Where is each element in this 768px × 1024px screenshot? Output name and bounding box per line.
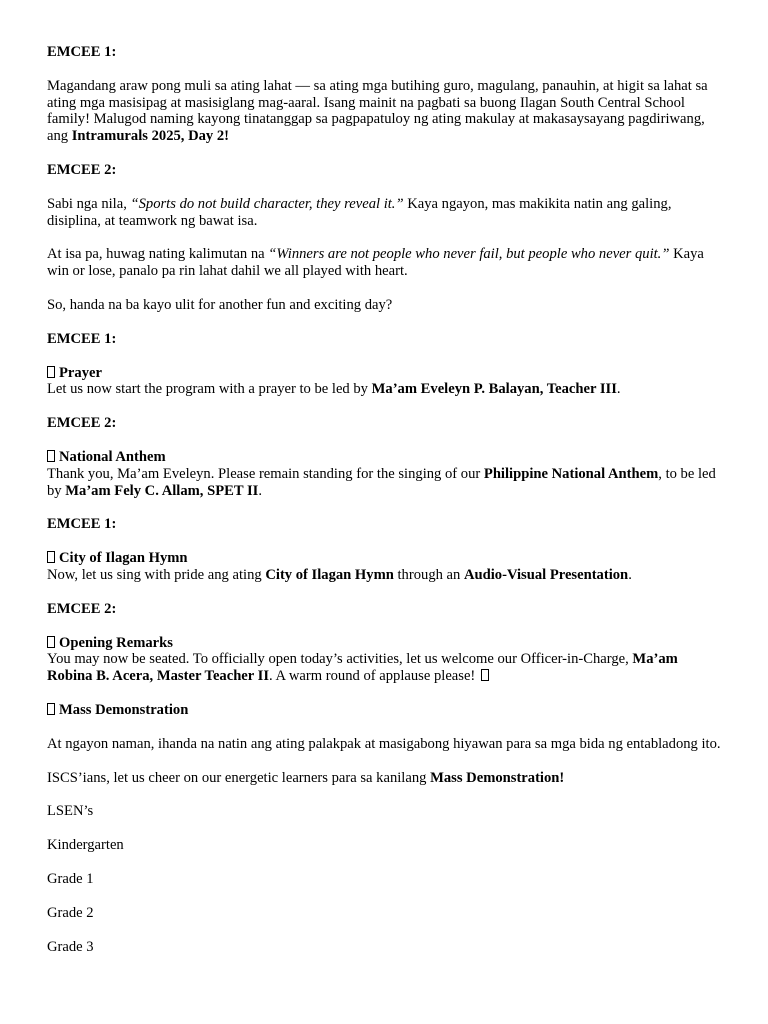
list-item: Kindergarten bbox=[47, 837, 124, 854]
hymn-section bbox=[47, 550, 722, 584]
list-item: Grade 1 bbox=[47, 870, 94, 887]
mass-demo-heading bbox=[47, 702, 722, 719]
anthem-leader: Ma’am Fely C. Allam, SPET II bbox=[65, 482, 259, 499]
prayer-title: Prayer bbox=[59, 364, 102, 381]
sports-quote-intro: Sabi nga nila, bbox=[47, 195, 131, 212]
list-item: Grade 2 bbox=[47, 904, 94, 921]
opening-remarks-title: Opening Remarks bbox=[59, 634, 173, 651]
anthem-section bbox=[47, 449, 722, 499]
emcee-2-heading: EMCEE 2: bbox=[47, 415, 117, 432]
missing-glyph-icon bbox=[47, 703, 55, 715]
intramurals-title: Intramurals 2025, Day 2! bbox=[71, 128, 230, 145]
missing-glyph-icon bbox=[47, 366, 55, 378]
welcome-paragraph bbox=[47, 78, 722, 145]
winners-quote-intro: At isa pa, huwag nating kalimutan na bbox=[47, 246, 269, 263]
anthem-text: Thank you, Ma’am Eveleyn. Please remain standing for the singing of our bbox=[47, 465, 484, 482]
missing-glyph-icon bbox=[47, 450, 55, 462]
mass-demo-cheer bbox=[47, 770, 722, 787]
anthem-name: Philippine National Anthem bbox=[483, 465, 659, 482]
hymn-name: City of Ilagan Hymn bbox=[265, 566, 394, 583]
ready-question: So, handa na ba kayo ulit for another fun and exciting day? bbox=[47, 296, 393, 313]
prayer-section bbox=[47, 365, 722, 399]
emcee-2-heading: EMCEE 2: bbox=[47, 600, 117, 617]
opening-remarks-text: You may now be seated. To officially open today’s activities, let us welcome our Officer-in-Charge, bbox=[47, 651, 633, 668]
missing-glyph-icon bbox=[481, 669, 489, 681]
emcee-1-heading: EMCEE 1: bbox=[47, 44, 117, 60]
opening-remarks-text-end: . A warm round of applause please! bbox=[269, 668, 479, 685]
hymn-title: City of Ilagan Hymn bbox=[59, 550, 188, 567]
mass-demo-cheer-text: ISCS’ians, let us cheer on our energetic learners para sa kanilang bbox=[47, 769, 431, 786]
hymn-presentation: Audio-Visual Presentation bbox=[463, 566, 629, 583]
winners-quote-paragraph bbox=[47, 246, 722, 280]
mass-demo-intro: At ngayon naman, ihanda na natin ang ating palakpak at masigabong hiyawan para sa mga bida ng entabladong ito. bbox=[47, 735, 721, 752]
anthem-text-mid: , to be led by bbox=[47, 465, 716, 499]
anthem-text-end: . bbox=[258, 482, 263, 499]
hymn-text-mid: through an bbox=[393, 566, 464, 583]
hymn-text: Now, let us sing with pride ang ating bbox=[47, 566, 266, 583]
winners-quote-outro: Kaya win or lose, panalo pa rin lahat dahil we all played with heart. bbox=[47, 246, 704, 280]
winners-quote: “Winners are not people who never fail, but people who never quit.” bbox=[268, 246, 670, 263]
mass-demo-cheer-bold: Mass Demonstration! bbox=[430, 769, 565, 786]
prayer-text: Let us now start the program with a prayer to be led by bbox=[47, 381, 372, 398]
hymn-text-end: . bbox=[628, 566, 632, 583]
sports-quote: “Sports do not build character, they reveal it.” bbox=[130, 195, 404, 212]
opening-remarks-section bbox=[47, 635, 722, 685]
welcome-text: Magandang araw pong muli sa ating lahat — sa ating mga butihing guro, magulang, panauhin, at higit sa lahat sa ating mga masisipag at masisiglang mag-aaral. Isang mainit na pagbati sa buong Ilagan South Central School family! Malugod naming kayong tinatanggap sa pagpapatuloy ng ating makulay at makasaysayang pagdiriwang, ang bbox=[47, 77, 708, 145]
sports-quote-outro: Kaya ngayon, mas makikita natin ang galing, disiplina, at teamwork ng bawat isa. bbox=[47, 195, 672, 229]
sports-quote-paragraph bbox=[47, 196, 722, 230]
officer-in-charge-name: Ma’am Robina B. Acera, Master Teacher II bbox=[47, 651, 678, 685]
prayer-text-end: . bbox=[616, 381, 621, 398]
missing-glyph-icon bbox=[47, 636, 55, 648]
emcee-2-heading: EMCEE 2: bbox=[47, 161, 117, 178]
emcee-1-heading: EMCEE 1: bbox=[47, 516, 117, 533]
emcee-1-heading: EMCEE 1: bbox=[47, 330, 117, 347]
missing-glyph-icon bbox=[47, 551, 55, 563]
anthem-title: National Anthem bbox=[59, 448, 166, 465]
list-item: LSEN’s bbox=[47, 803, 94, 820]
list-item: Grade 3 bbox=[47, 938, 94, 955]
prayer-leader: Ma’am Eveleyn P. Balayan, Teacher III bbox=[371, 381, 617, 398]
mass-demo-title: Mass Demonstration bbox=[59, 701, 189, 718]
